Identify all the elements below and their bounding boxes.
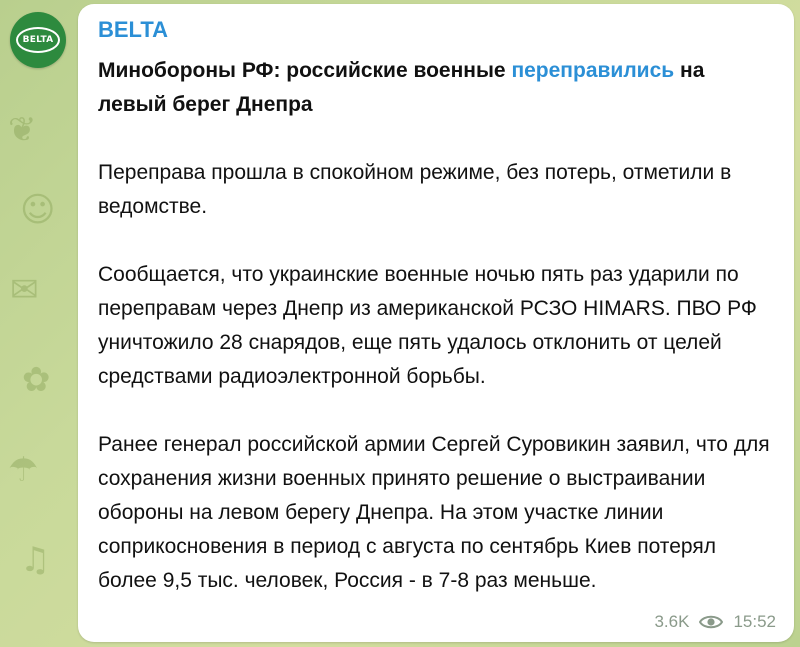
message-paragraph: Сообщается, что украинские военные ночью пять раз ударили по переправам через Днепр из американской РСЗО HIMARS. ПВО РФ уничтожило 28 снарядов, еще пять удалось отклонить от целей средствами радиоэлектронной борьбы. [98,263,757,388]
background-doodle: ✿ [22,360,51,400]
background-doodle: ❦ [8,110,37,150]
avatar-logo-text: BELTA [22,35,54,45]
message-time: 15:52 [733,612,776,631]
view-count: 3.6K [654,612,690,631]
background-doodle: ☂ [8,450,39,490]
background-doodle: ☺ [20,190,56,230]
headline-text: Минобороны РФ: российские военные [98,59,512,82]
background-doodle: ✉ [10,270,39,310]
channel-avatar[interactable] [10,12,66,68]
message-bubble [78,4,794,642]
message-paragraph: Переправа прошла в спокойном режиме, без потерь, отметили в ведомстве. [98,161,732,218]
message-paragraph: Ранее генерал российской армии Сергей Суровикин заявил, что для сохранения жизни военных принято решение о выстраивании обороны на левом берегу Днепра. На этом участке линии соприкосновения в период с августа по сентябрь Киев потерял более 9,5 тыс. человек, Россия - в 7-8 раз меньше. [98,433,770,592]
headline-text-end: на левый берег Днепра [98,59,705,116]
message-meta [654,612,776,632]
channel-name[interactable]: BELTA [98,17,169,42]
belta-logo [16,27,60,53]
message-headline [98,54,776,122]
background-doodle: ♫ [20,540,51,580]
headline-link[interactable]: переправились [511,59,675,82]
eye-icon [699,613,723,631]
